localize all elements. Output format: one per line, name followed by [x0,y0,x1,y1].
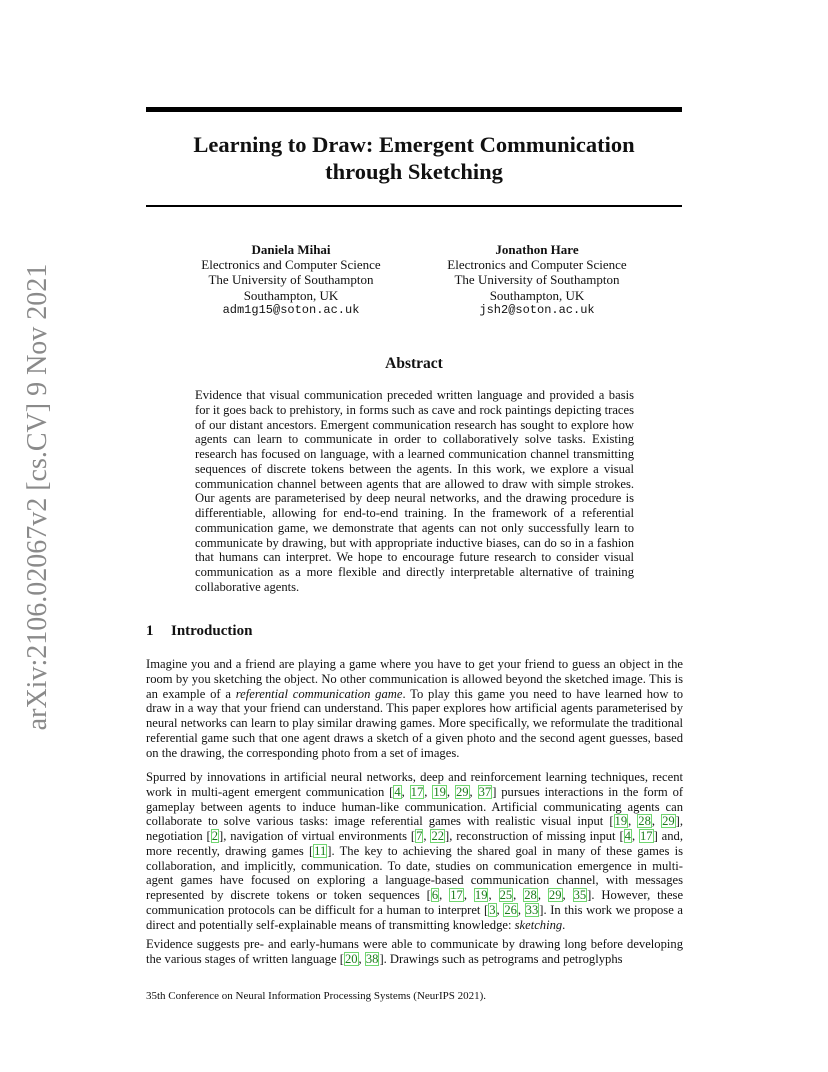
citation-link[interactable]: 19 [474,888,488,902]
intro-paragraph-3 [146,937,683,967]
text-run: ]. The key to achieving the shared goal in many of these games is collaboration, and implicitly, communication. To date, studies on communication emergence in multi-agent games have focused on exploring a language-based communication channel, with messages represented by discrete tokens or token sequences [ [146,843,683,902]
citation-group: 4, 17, 19, 29, 37 [394,784,492,799]
section-number: 1 [146,623,154,639]
citation-link[interactable]: 38 [365,951,379,966]
arxiv-identifier: arXiv:2106.02067v2 [cs.CV] 9 Nov 2021 [22,263,53,731]
text-run: . [562,917,566,932]
citation-link[interactable]: 37 [478,784,492,799]
citation-link[interactable]: 4 [394,784,401,799]
citation-group: 4, 17 [624,829,653,843]
citation-link[interactable]: 2 [211,829,219,843]
title-line-2: through Sketching [325,159,503,184]
citation-link[interactable]: 25 [499,888,513,902]
citation-link[interactable]: 19 [614,814,628,829]
author-university: The University of Southampton [454,272,620,288]
text-run: Spurred by innovations in artificial neural networks, deep and reinforcement learning techniques, recent work in multi-agent emergent communication [ [146,770,683,799]
abstract-heading: Abstract [385,355,443,372]
text-run: . To play this game you need to have learned how to draw in a way that your friend can understand. This paper explores how artificial agents parameterised by neural networks can learn to play similar drawing games. More specifically, we reformulate the traditional referential game such that one agent draws a sketch of a given photo and the second agent guesses, based on the drawing, the corresponding photo from a set of images. [146,686,684,760]
citation-group: 20, 38 [344,951,379,966]
citation-link[interactable]: 35 [573,888,587,902]
author-university: The University of Southampton [208,272,374,288]
citation-link[interactable]: 20 [344,951,358,966]
citation-link[interactable]: 7 [416,829,423,843]
text-run: ] pursues interactions in the form of gameplay between agents to induce human-like communication. Artificial communicating agents can collaborate to solve various tasks: image referential games with realistic visual input [ [146,784,684,829]
title-bottom-rule [146,205,682,207]
conference-footnote: 35th Conference on Neural Information Processing Systems (NeurIPS 2021). [146,990,487,1002]
author-name: Jonathon Hare [495,242,579,257]
title-top-rule [146,107,682,112]
citation-link[interactable]: 17 [410,784,424,799]
citation-group [211,829,219,843]
title-line-1: Learning to Draw: Emergent Communication [193,132,635,157]
citation-link[interactable]: 22 [431,829,445,843]
text-run: ], negotiation [ [146,814,684,843]
intro-paragraph-1 [146,657,683,760]
citation-link[interactable]: 29 [455,784,469,799]
citation-link[interactable]: 29 [548,888,562,902]
author-block-2 [412,242,662,318]
citation-link[interactable]: 19 [433,784,446,799]
text-run: ]. Drawings such as petrograms and petroglyphs [379,951,623,966]
citation-link[interactable]: 6 [431,888,439,902]
citation-link[interactable]: 28 [638,814,651,829]
citation-group: 6, 17, 19, 25, 28, 29, 35 [431,888,587,902]
author-department: Electronics and Computer Science [447,257,627,273]
citation-group: 3, 26, 33 [489,902,539,917]
text-run: Evidence suggests pre- and early-humans were able to communicate by drawing long before developing the various stages of written language [ [146,937,683,966]
author-email[interactable]: adm1g15@soton.ac.uk [222,302,360,317]
citation-link[interactable]: 29 [662,814,675,829]
paper-title [146,131,682,185]
abstract-text: Evidence that visual communication preceded written language and provided a basis for it goes back to prehistory, in forms such as cave and rock paintings depicting traces of our distant ancestors. Emergent communication research has sought to explore how agents can learn to communicate in order to collaboratively solve tasks. Existing research has focused on language, with a learned communication channel transmitting sequences of discrete tokens between the agents. In this work, we explore a visual communication channel between agents that are allowed to draw with simple strokes. Our agents are parameterised by deep neural networks, and the drawing procedure is differentiable, allowing for end-to-end training. In the framework of a referential communication game, we demonstrate that agents can not only successfully learn to communicate by drawing, but with appropriate inductive biases, can do so in a fashion that humans can interpret. We hope to encourage future research to consider visual communication as a more flexible and directly interpretable alternative of training collaborative agents. [195,388,634,594]
emphasis-text: referential communication game [235,686,403,701]
text-run: ], navigation of virtual environments [ [219,829,416,843]
author-department: Electronics and Computer Science [201,257,381,273]
citation-link[interactable]: 33 [525,902,539,917]
text-run: ] and, more recently, drawing games [ [146,829,683,858]
citation-link[interactable]: 4 [624,829,631,843]
author-location: Southampton, UK [243,287,339,303]
citation-link[interactable]: 3 [489,902,496,917]
citation-group: 19, 28, 29 [614,814,675,829]
text-run: ]. However, these communication protocols can be difficult for a human to interpret [ [146,888,684,917]
citation-link[interactable]: 11 [314,843,327,858]
citation-link[interactable]: 28 [524,888,537,902]
author-location: Southampton, UK [489,287,585,303]
text-run: ], reconstruction of missing input [ [445,829,624,843]
citation-link[interactable]: 17 [639,829,653,843]
author-block-1 [166,242,416,318]
citation-link[interactable]: 17 [450,888,463,902]
section-title: Introduction [171,623,253,639]
text-run: Imagine you and a friend are playing a game where you have to get your friend to guess an object in the room by you sketching the object. No other communication is allowed beyond the sketched image. This is an example of a [146,657,683,701]
emphasis-text: sketching [514,917,563,932]
author-name: Daniela Mihai [251,242,331,257]
citation-group [313,844,327,858]
author-email[interactable]: jsh2@soton.ac.uk [479,302,595,317]
intro-paragraph-2 [146,770,683,932]
section-heading [146,623,252,640]
citation-link[interactable]: 26 [504,902,517,917]
text-run: ]. In this work we propose a direct and potentially self-explainable means of transmitting knowledge: [146,902,684,932]
citation-group: 7, 22 [416,829,445,843]
